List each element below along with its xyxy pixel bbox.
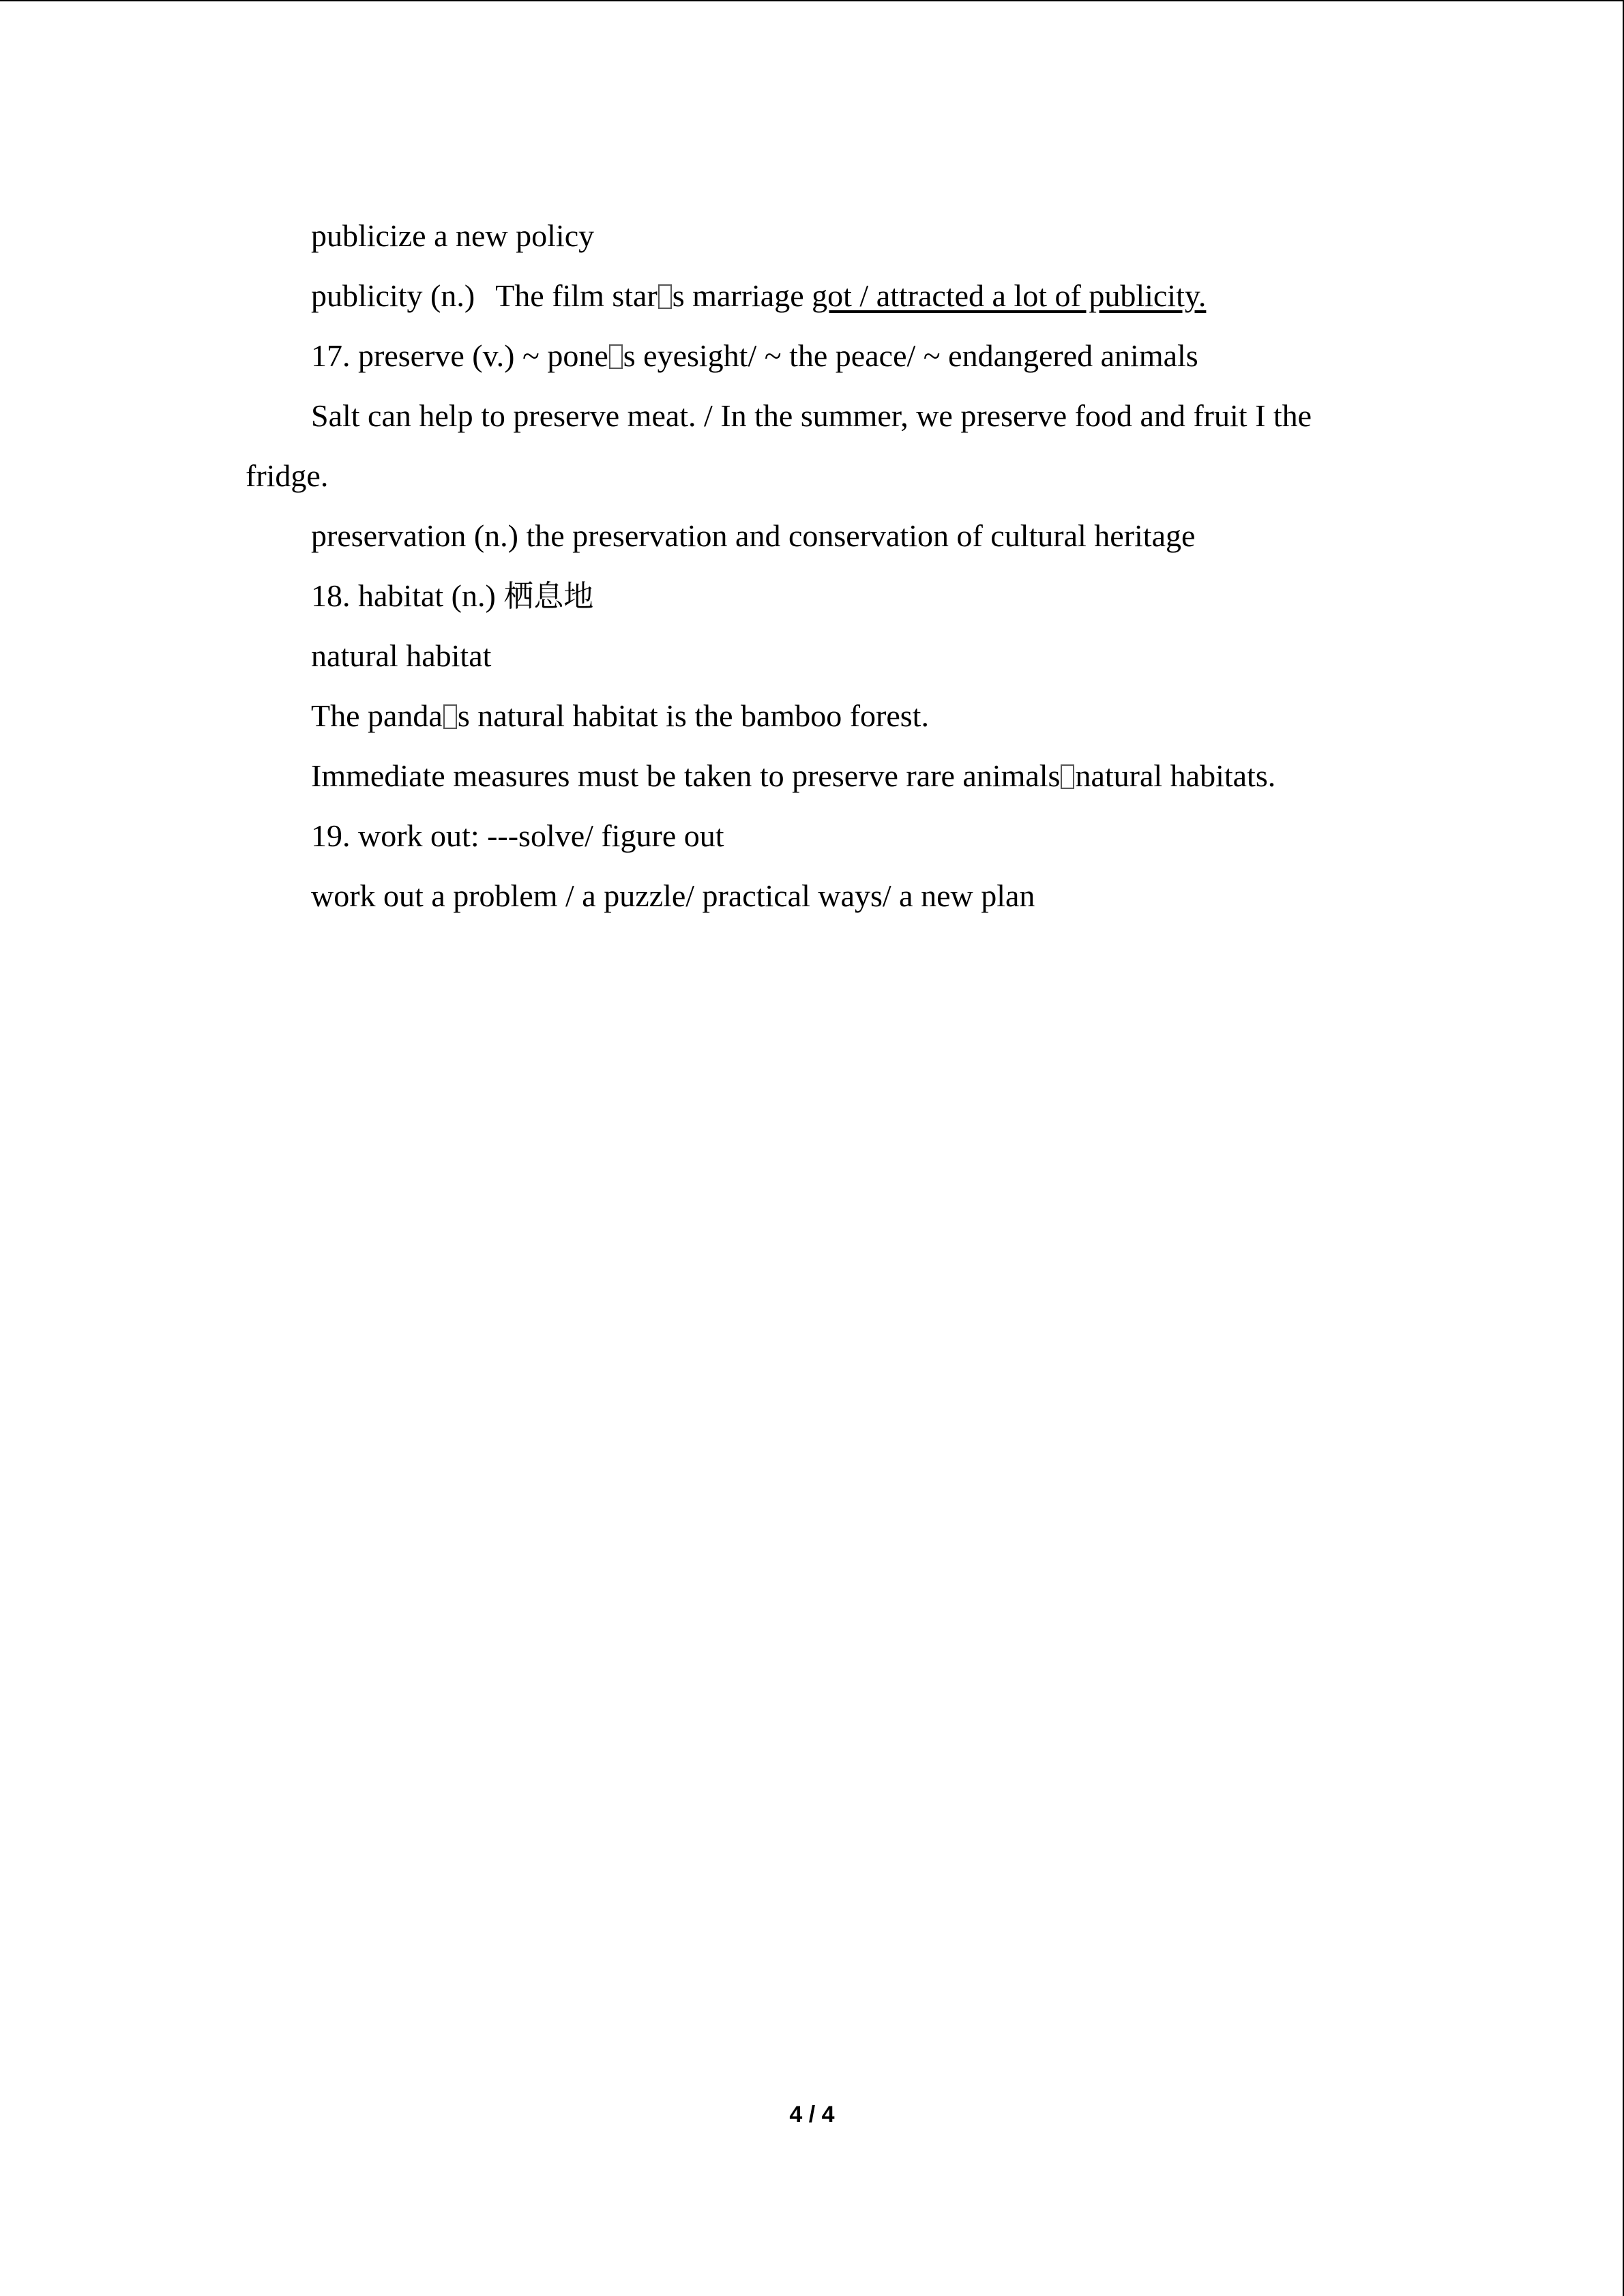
line-preservation <box>246 506 1378 566</box>
text-work-out: 19. work out: ---solve/ figure out <box>311 818 724 853</box>
text-panda-a: The panda <box>311 698 443 733</box>
text-publicity-underlined: got / attracted a lot of publicity. <box>812 278 1207 313</box>
line-publicize <box>246 206 1378 266</box>
text-habitat: 18. habitat (n.) <box>311 578 504 613</box>
line-natural-habitat <box>246 626 1378 686</box>
text-panda-b: s natural habitat is the bamboo forest. <box>457 698 929 733</box>
text-salt: Salt can help to preserve meat. / In the summer, we preserve food and fruit I the <box>311 398 1312 433</box>
document-body <box>246 206 1378 926</box>
line-fridge <box>246 446 1378 506</box>
text-immediate-b: natural habitats. <box>1075 758 1276 793</box>
text-natural-habitat: natural habitat <box>311 638 492 673</box>
line-habitat <box>246 566 1378 626</box>
page-number: 4 / 4 <box>789 2102 835 2128</box>
text-preserve-a: 17. preserve (v.) ~ pone <box>311 338 608 373</box>
missing-glyph-icon <box>658 284 672 309</box>
line-panda <box>246 686 1378 746</box>
text-immediate-a: Immediate measures must be taken to preserve rare animals <box>311 758 1061 793</box>
line-immediate <box>246 746 1378 806</box>
line-preserve <box>246 326 1378 386</box>
text-preservation: preservation (n.) the preservation and conservation of cultural heritage <box>311 518 1196 553</box>
text-habitat-chinese: 栖息地 <box>503 579 594 614</box>
text-publicity-example-a: The film star <box>495 278 658 313</box>
text-fridge: fridge. <box>246 458 329 493</box>
text-preserve-b: s eyesight/ ~ the peace/ ~ endangered animals <box>623 338 1198 373</box>
line-publicity <box>246 266 1378 326</box>
missing-glyph-icon <box>609 344 623 369</box>
line-work-out <box>246 806 1378 866</box>
text-publicity-example-b: s marriage <box>672 278 812 313</box>
text-publicity-term: publicity (n.) <box>311 278 475 313</box>
text-publicize: publicize a new policy <box>311 218 595 253</box>
missing-glyph-icon <box>1061 764 1074 789</box>
text-work-out-examples: work out a problem / a puzzle/ practical ways/ a new plan <box>311 878 1035 913</box>
missing-glyph-icon <box>443 704 457 729</box>
line-salt <box>246 386 1378 446</box>
line-work-out-examples <box>246 866 1378 926</box>
